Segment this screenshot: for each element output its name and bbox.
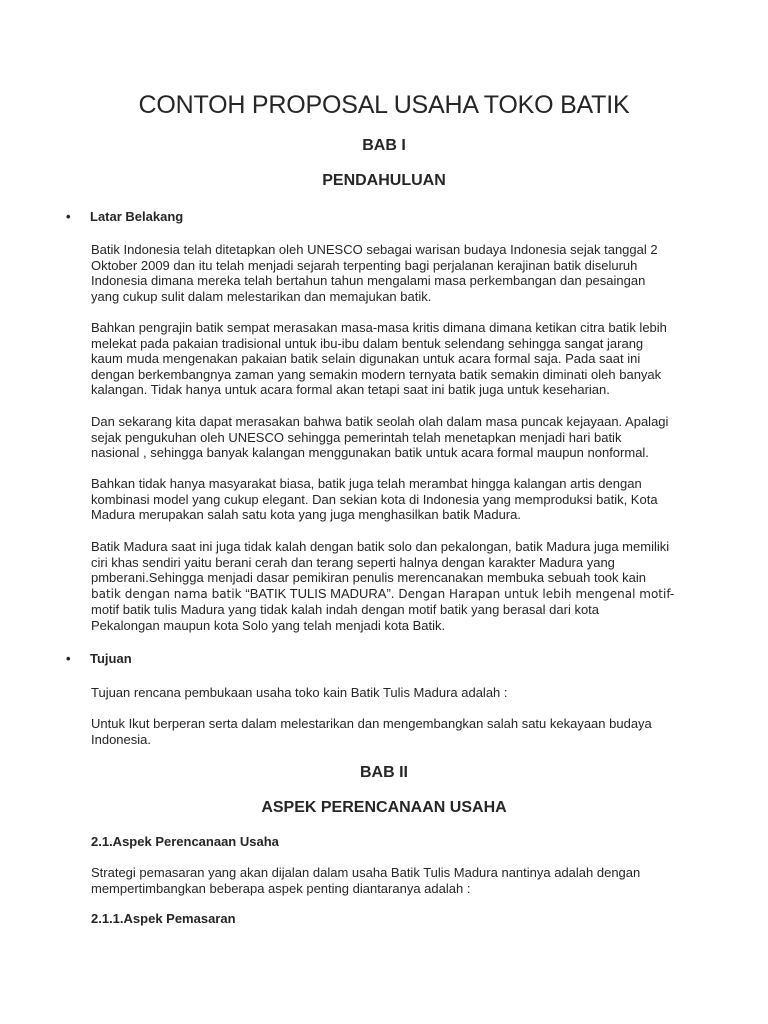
text-line: Batik Madura saat ini juga tidak kalah dengan batik solo dan pekalongan, batik Madura juga memiliki [91, 539, 670, 554]
bullet-latar-belakang [66, 209, 183, 224]
text-line: kalangan. Tidak hanya untuk acara formal akan tetapi saat ini batik juga untuk keseharian. [91, 382, 610, 397]
text-line: melekat pada pakaian tradisional untuk ibu-ibu dalam bentuk selendang sehingga sangat jarang [91, 335, 644, 351]
text-line: Tujuan rencana pembukaan usaha toko kain Batik Tulis Madura adalah : [91, 685, 508, 700]
shop-name: “BATIK TULIS MADURA” [245, 585, 391, 601]
text-line: pmberani.Sehingga menjadi dasar pemikiran penulis merencanakan membuka sebuah took kain [91, 570, 646, 585]
text-line: Batik Indonesia telah ditetapkan oleh UNESCO sebagai warisan budaya Indonesia sejak tanggal 2 [91, 242, 658, 257]
paragraph-latar-1 [91, 242, 691, 304]
text-line: kombinasi model yang cukup elegant. Dan sekian kota di Indonesia yang memproduksi batik, Kota [91, 491, 658, 507]
subsection-heading-2-1-1: 2.1.1.Aspek Pemasaran [91, 911, 236, 926]
text-line: Indonesia. [91, 731, 151, 747]
bullet-tujuan [66, 651, 132, 666]
section-heading-latar-belakang: Latar Belakang [90, 209, 184, 224]
text-line: ciri khas sendiri yaitu berani cerah dan terang seperti halnya dengan karakter Madura yang [91, 554, 615, 570]
bullet-icon: • [66, 209, 71, 224]
subsection-heading-2-1: 2.1.Aspek Perencanaan Usaha [91, 834, 279, 849]
text-line: Bahkan pengrajin batik sempat merasakan masa-masa kritis dimana dimana ketikan citra batik lebih [91, 320, 667, 335]
chapter-title-pendahuluan: PENDAHULUAN [322, 172, 446, 189]
paragraph-latar-2 [91, 320, 691, 398]
text-line [91, 586, 691, 603]
bullet-icon: • [66, 651, 71, 666]
text-line: Pekalongan maupun kota Solo yang telah menjadi kota Batik. [91, 617, 446, 633]
text-line: Bahkan tidak hanya masyarakat biasa, batik juga telah merambat hingga kalangan artis dengan [91, 476, 642, 491]
paragraph-latar-4 [91, 476, 691, 523]
chapter-label-bab-1: BAB I [362, 137, 406, 154]
text-line: motif batik tulis Madura yang tidak kalah indah dengan motif batik yang berasal dari kota [91, 602, 600, 617]
text-line: kaum muda mengenakan pakaian batik selain digunakan untuk acara formal saja. Pada saat ini [91, 351, 641, 366]
text-line: Untuk Ikut berperan serta dalam melestarikan dan mengembangkan salah satu kekayaan budaya [91, 716, 652, 731]
paragraph-tujuan-2 [91, 716, 691, 747]
text-line: Dan sekarang kita dapat merasakan bahwa batik seolah olah dalam masa puncak kejayaan. Apalagi [91, 414, 669, 429]
paragraph-latar-5 [91, 539, 691, 633]
chapter-label-bab-2: BAB II [360, 764, 408, 781]
text-line: Madura merupakan salah satu kota yang juga menghasilkan batik Madura. [91, 507, 521, 522]
section-heading-tujuan: Tujuan [90, 651, 132, 666]
paragraph-2-1 [91, 865, 691, 896]
text-line: Oktober 2009 dan itu telah menjadi sejarah terpenting bagi perjalanan kerajinan batik diseluruh [91, 257, 638, 273]
text-line: mempertimbangkan beberapa aspek penting diantaranya adalah : [91, 880, 471, 896]
text-line: yang cukup sulit dalam melestarikan dan memajukan batik. [91, 288, 432, 304]
chapter-title-aspek-perencanaan: ASPEK PERENCANAAN USAHA [261, 799, 507, 816]
paragraph-tujuan-1 [91, 685, 691, 701]
text-line: sejak pengukuhan oleh UNESCO sehingga pemerintah telah menetapkan menjadi hari batik [91, 429, 622, 445]
text-run: . Dengan Harapan untuk lebih mengenal motif- [390, 586, 675, 601]
text-line: dengan berkembangnya zaman yang semakin modern ternyata batik semakin diminati oleh banyak [91, 366, 662, 382]
paragraph-latar-3 [91, 414, 691, 461]
text-line: Strategi pemasaran yang akan dijalan dalam usaha Batik Tulis Madura nantinya adalah dengan [91, 865, 641, 880]
text-line: nasional , sehingga banyak kalangan menggunakan batik untuk acara formal maupun nonformal. [91, 445, 649, 460]
text-run: batik dengan nama batik [91, 586, 246, 601]
document-title: CONTOH PROPOSAL USAHA TOKO BATIK [138, 91, 630, 119]
text-line: Indonesia dimana mereka telah bertahun tahun mengalami masa perkembangan dan pesaingan [91, 273, 646, 288]
